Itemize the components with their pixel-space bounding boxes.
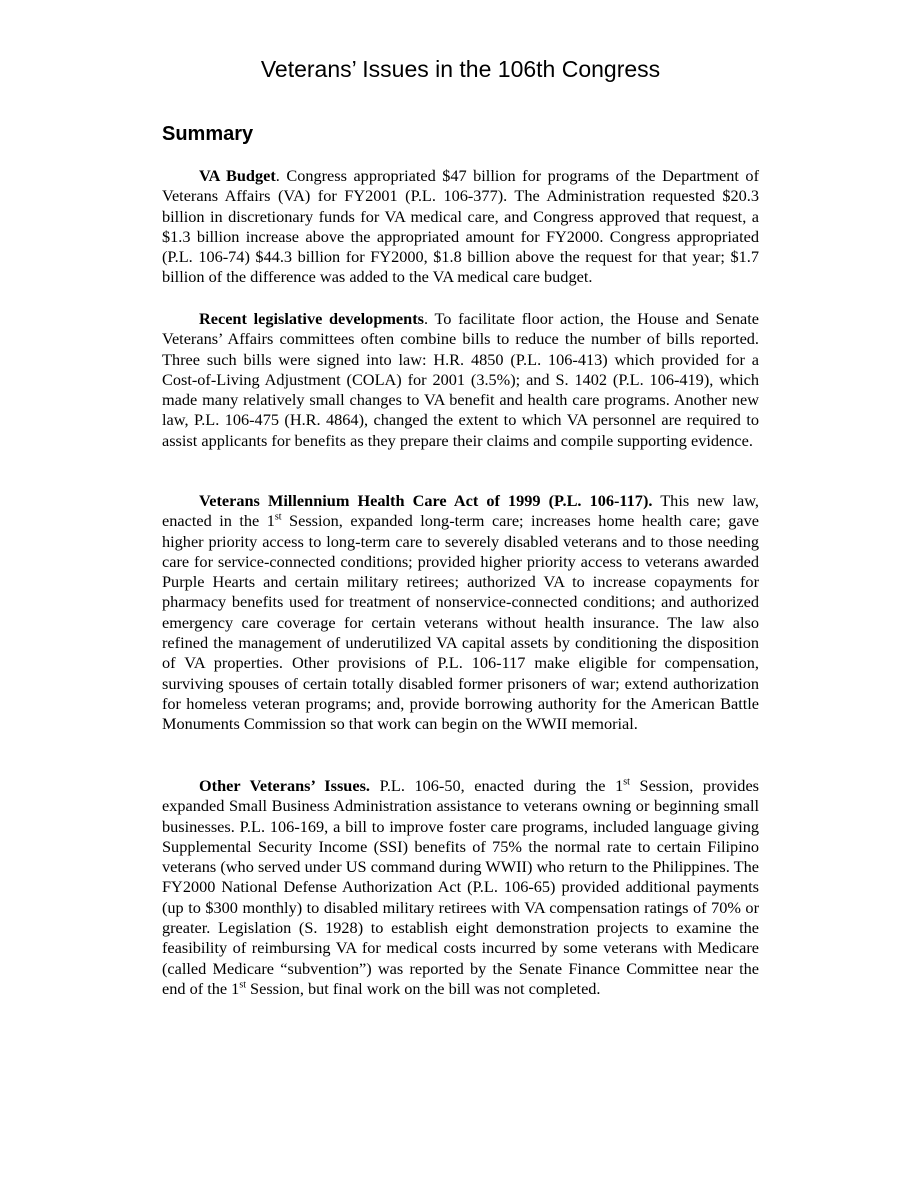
ordinal-superscript: st [239, 979, 246, 991]
ordinal-superscript: st [623, 776, 630, 788]
paragraph-body: Session, provides expanded Small Business Administration assistance to veterans owning or beginning small businesses. P.L. 106-169, a bill to improve foster care programs, included language giving Supplemental Security Income (SSI) benefits of 75% the normal rate to certain Filipino veterans (who served under US command during WWII) who return to the Philippines. The FY2000 National Defense Authorization Act (P.L. 106-65) provided additional payments (up to $300 monthly) to disabled military retirees with VA compensation ratings of 70% or greater. Legislation (S. 1928) to establish eight demonstration projects to examine the feasibility of reimbursing VA for medical costs incurred by some veterans with Medicare (called Medicare “subvention”) was reported by the Senate Finance Committee near the end of the 1 [162, 776, 760, 998]
paragraph-body: P.L. 106-50, enacted during the 1 [369, 776, 624, 795]
paragraph-lead: VA Budget [199, 166, 276, 185]
paragraph-lead: Recent legislative developments [199, 309, 424, 328]
paragraph-recent-legislative-developments [162, 309, 759, 451]
ordinal-superscript: st [274, 511, 282, 523]
document-title: Veterans’ Issues in the 106th Congress [260, 56, 661, 82]
paragraph-body: This new law, enacted in the 1 [162, 491, 759, 531]
paragraph-body: Session, but final work on the bill was not completed. [245, 978, 601, 998]
summary-heading: Summary [162, 123, 254, 145]
paragraph-body: Congress appropriated $47 billion for programs of the Department of Veterans Affairs (VA) for FY2001 (P.L. 106-377). The Administration requested $20.3 billion in discretionary funds for VA medical care, and Congress approved that request, a $1.3 billion increase above the appropriated amount for FY2000. Congress appropriated (P.L. 106-74) $44.3 billion for FY2000, $1.8 billion above the request for that year; $1.7 billion of the difference was added to the VA medical care budget. [162, 166, 759, 287]
paragraph-lead: Other Veterans’ Issues. [199, 776, 370, 795]
paragraph-lead-punct: . [275, 166, 280, 185]
paragraph-va-budget [162, 166, 759, 288]
paragraph-millennium-health-care-act [162, 491, 759, 735]
paragraph-other-veterans-issues [162, 776, 759, 999]
paragraph-body: Session, expanded long-term care; increases home health care; gave higher priority access to long-term care to severely disabled veterans and to those needing care for service-connected conditions; provided higher priority access to veterans awarded Purple Hearts and certain military retirees; authorized VA to increase copayments for pharmacy benefits used for treatment of nonservice-connected conditions; and authorized emergency care coverage for certain veterans without health insurance. The law also refined the management of underutilized VA capital assets by conditioning the disposition of VA properties. Other provisions of P.L. 106-117 make eligible for compensation, surviving spouses of certain totally disabled former prisoners of war; extend authorization for homeless veteran programs; and, provide borrowing authority for the American Battle Monuments Commission so that work can begin on the WWII memorial. [162, 511, 759, 734]
paragraph-body: To facilitate floor action, the House and Senate Veterans’ Affairs committees often combine bills to reduce the number of bills reported. Three such bills were signed into law: H.R. 4850 (P.L. 106-413) which provided for a Cost-of-Living Adjustment (COLA) for 2001 (3.5%); and S. 1402 (P.L. 106-419), which made many relatively small changes to VA benefit and health care programs. Another new law, P.L. 106-475 (H.R. 4864), changed the extent to which VA personnel are required to assist applicants for benefits as they prepare their claims and compile supporting evidence. [162, 309, 760, 450]
paragraph-lead-punct: . [423, 309, 429, 328]
paragraph-lead: Veterans Millennium Health Care Act of 1999 (P.L. 106-117). [199, 491, 653, 510]
